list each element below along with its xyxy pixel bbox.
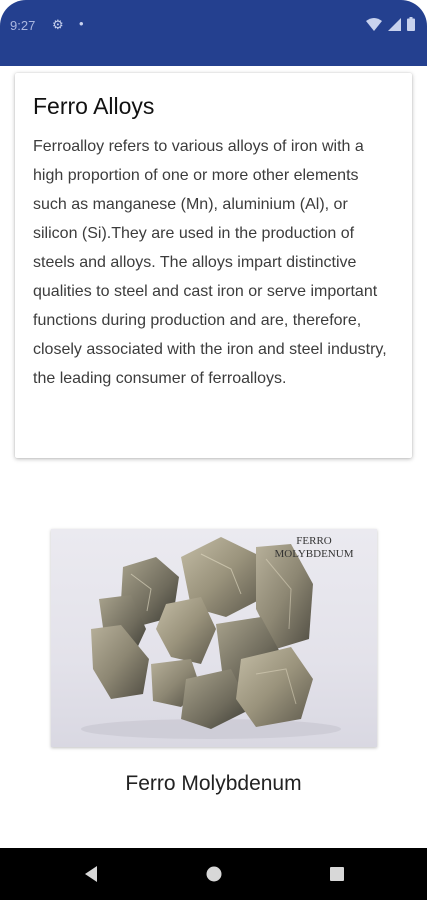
card-title: Ferro Alloys <box>33 93 155 119</box>
product-image[interactable] <box>51 529 377 747</box>
info-card <box>15 73 412 458</box>
ore-rocks-illustration <box>51 529 377 747</box>
image-caption-line1: FERRO <box>296 535 332 547</box>
status-time: 9:27 <box>10 18 36 33</box>
image-caption-line2: MOLYBDENUM <box>274 548 354 560</box>
home-icon[interactable] <box>204 864 224 884</box>
navigation-bar <box>0 848 427 900</box>
signal-icon <box>388 18 401 31</box>
product-name: Ferro Molybdenum <box>125 772 302 795</box>
image-caption <box>259 535 369 561</box>
back-icon[interactable] <box>82 864 102 884</box>
wifi-icon <box>366 18 382 31</box>
battery-icon <box>407 17 415 31</box>
recents-icon[interactable] <box>327 864 347 884</box>
notification-dot-icon: • <box>79 16 84 31</box>
gear-icon: ⚙ <box>52 17 64 32</box>
status-bar <box>0 0 427 66</box>
card-description: Ferroalloy refers to various alloys of iron with a high proportion of one or more other elements such as manganese (Mn), aluminium (Al), or silicon (Si).They are used in the production of steels and alloys. The alloys impart distinctive qualities to steel and cast iron or serve important functions during production and are, therefore, closely associated with the iron and steel industry, the leading consumer of ferroalloys. <box>33 138 387 387</box>
status-icons <box>366 17 415 31</box>
